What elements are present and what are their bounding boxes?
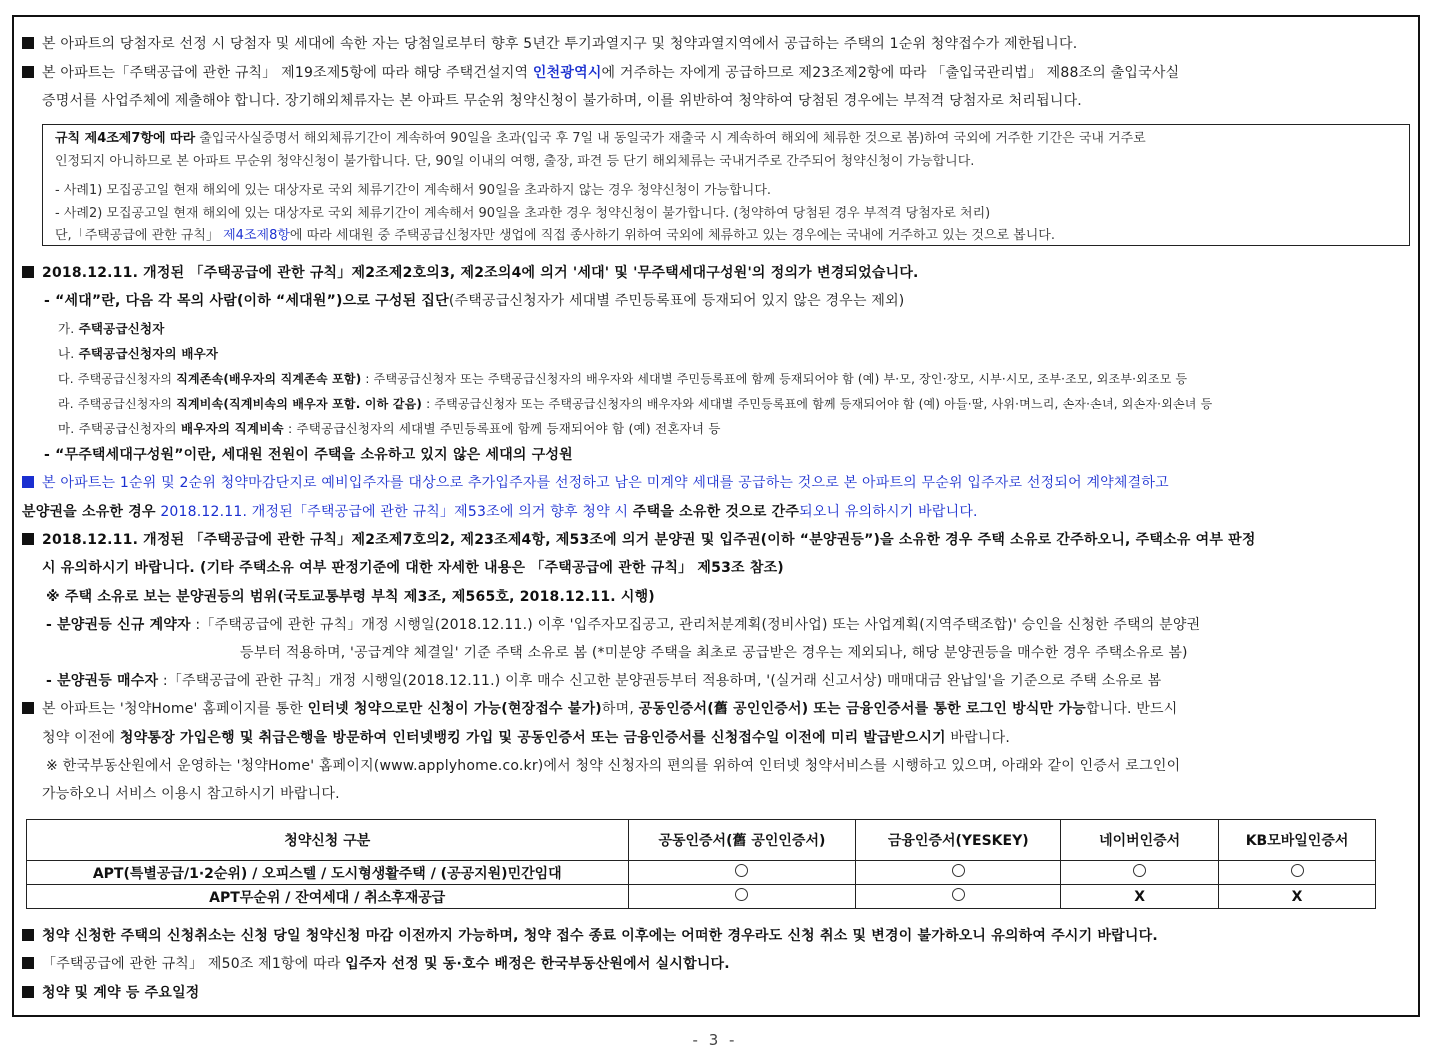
notice-residency-cont: 증명서를 사업주체에 제출해야 합니다. 장기해외체류자는 본 아파트 무순위 청약신청이 불가하며, 이를 위반하여 청약하여 당첨된 경우에는 부적격 당첨자로 처리됩니다. (42, 93, 1082, 109)
table-header: 금융인증서(YESKEY) (856, 820, 1061, 861)
notice-presale-rights: 2018.12.11. 개정된 「주택공급에 관한 규칙」제2조제7호의2, 제23조제4항, 제53조에 의거 분양권 및 입주권(이하 “분양권등”)을 소유한 경우 주택 소유로 간주하오니, 주택소유 여부 판정 (22, 531, 1416, 549)
notice-online-only: 본 아파트는 '청약Home' 홈페이지를 통한 인터넷 청약으로만 신청이 가능(현장접수 불가)하며, 공동인증서(舊 공인인증서) 또는 금융인증서를 통한 로그인 방식만 가능합니다. 반드시 (22, 700, 1416, 718)
bullet-square-icon (22, 957, 34, 969)
notice-online-only-cont: 청약 이전에 청약통장 가입은행 및 취급은행을 방문하여 인터넷뱅킹 가입 및 공동인증서 또는 금융인증서를 신청접수일 이전에 미리 발급받으시기 바랍니다. (42, 730, 1010, 746)
household-definition-title: 2018.12.11. 개정된 「주택공급에 관한 규칙」제2조제2호의3, 제2조의4에 의거 '세대' 및 '무주택세대구성원'의 정의가 변경되었습니다. (22, 264, 1416, 282)
new-contractor-rule-cont: 등부터 적용하며, '공급계약 체결일' 기준 주택 소유로 봄 (*미분양 주택을 최초로 공급받은 경우는 제외되나, 해당 분양권등을 매수한 경우 주택소유로 봄) (240, 645, 1188, 661)
bullet-square-icon (22, 266, 34, 278)
table-cell: X (1219, 885, 1376, 909)
schedule-heading: 청약 및 계약 등 주요일정 (22, 984, 1416, 1002)
table-cell: X (1061, 885, 1219, 909)
table-cell-label: APT무순위 / 잔여세대 / 취소후재공급 (27, 885, 629, 909)
definition-item-da: 다. 주택공급신청자의 직계존속(배우자의 직계존속 포함) : 주택공급신청자 또는 주택공급신청자의 배우자와 세대별 주민등록표에 함께 등재되어야 함 (예) 부·모, 장인·장모, 시부·시모, 조부·조모, 외조부·외조모 등 (58, 372, 1188, 386)
definition-item-ma: 마. 주택공급신청자의 배우자의 직계비속 : 주택공급신청자의 세대별 주민등록표에 함께 등재되어야 함 (예) 전혼자녀 등 (58, 421, 721, 436)
certificate-table (26, 819, 1376, 909)
notice-selection: 「주택공급에 관한 규칙」 제50조 제1항에 따라 입주자 선정 및 동·호수 배정은 한국부동산원에서 실시합니다. (22, 955, 1416, 973)
page-number: - 3 - (692, 1031, 738, 1049)
bullet-square-icon (22, 702, 34, 714)
bullet-square-icon (22, 929, 34, 941)
table-cell (1219, 861, 1376, 885)
table-cell (856, 885, 1061, 909)
table-cell-label: APT(특별공급/1·2순위) / 오피스텔 / 도시형생활주택 / (공공지원)민간임대 (27, 861, 629, 885)
table-header: 공동인증서(舊 공인인증서) (628, 820, 856, 861)
presale-scope-note: ※ 주택 소유로 보는 분양권등의 범위(국토교통부령 부칙 제3조, 제565호, 2018.12.11. 시행) (46, 589, 655, 605)
table-header-row (27, 820, 1376, 861)
applyhome-note-cont: 가능하오니 서비스 이용시 참고하시기 바랍니다. (42, 786, 340, 802)
region-name: 인천광역시 (532, 65, 602, 81)
circle-mark-icon (952, 888, 965, 901)
table-cell (856, 861, 1061, 885)
table-header: 네이버인증서 (1061, 820, 1219, 861)
bullet-square-icon (22, 476, 34, 488)
circle-mark-icon (735, 888, 748, 901)
table-header: KB모바일인증서 (1219, 820, 1376, 861)
table-cell (1061, 861, 1219, 885)
buyer-rule: - 분양권등 매수자 :「주택공급에 관한 규칙」개정 시행일(2018.12.11.) 이후 매수 신고한 분양권등부터 적용하며, '(실거래 신고서상) 매매대금 완납일'을 기준으로 주택 소유로 봄 (46, 673, 1162, 689)
notice-presale-rights-cont: 시 유의하시기 바랍니다. (기타 주택소유 여부 판정기준에 대한 자세한 내용은 「주택공급에 관한 규칙」 제53조 참조) (42, 560, 784, 576)
table-cell (628, 885, 856, 909)
applyhome-note: ※ 한국부동산원에서 운영하는 '청약Home' 홈페이지(www.applyhome.co.kr)에서 청약 신청자의 편의를 위하여 인터넷 청약서비스를 시행하고 있으며, 아래와 같이 인증서 로그인이 (46, 758, 1181, 774)
bullet-square-icon (22, 986, 34, 998)
household-definition: - “세대”란, 다음 각 목의 사람(이하 “세대원”)으로 구성된 집단(주택공급신청자가 세대별 주민등록표에 등재되어 있지 않은 경우는 제외) (44, 293, 905, 309)
notice-cancellation: 청약 신청한 주택의 신청취소는 신청 당일 청약신청 마감 이전까지 가능하며, 청약 접수 종료 이후에는 어떠한 경우라도 신청 취소 및 변경이 불가하오니 유의하여 주시기 바랍니다. (22, 927, 1416, 945)
circle-mark-icon (1291, 864, 1304, 877)
bullet-square-icon (22, 533, 34, 545)
bullet-square-icon (22, 66, 34, 78)
definition-item-ga: 가. 주택공급신청자 (58, 321, 165, 336)
circle-mark-icon (1133, 864, 1146, 877)
notice-presale-ownership: 본 아파트는 1순위 및 2순위 청약마감단지로 예비입주자를 대상으로 추가입주자를 선정하고 남은 미계약 세대를 공급하는 것으로 본 아파트의 무순위 입주자로 선정되어 계약체결하고 (22, 474, 1416, 492)
definition-item-na: 나. 주택공급신청자의 배우자 (58, 346, 219, 361)
table-row (27, 885, 1376, 909)
overseas-stay-box: 규칙 제4조제7항에 따라 출입국사실증명서 해외체류기간이 계속하여 90일을 초과(입국 후 7일 내 동일국가 재출국 시 계속하여 해외에 체류한 것으로 봄)하여 국외에 거주한 기간은 국내 거주로 인정되지 아니하므로 본 아파트 무순위 청약신청이 불가합니다. 단, 90일 이내의 여행, 출장, 파견 등 단기 해외체류는 국내거주로 간주되어 청약신청이 가능합니다. - 사례1) 모집공고일 현재 해외에 있는 대상자로 국외 체류기간이 계속해서 90일을 초과하지 않는 경우 청약신청이 가능합니다. - 사례2) 모집공고일 현재 해외에 있는 대상자로 국외 체류기간이 계속해서 90일을 초과한 경우 청약신청이 불가합니다. (청약하여 당첨된 경우 부적격 당첨자로 처리) 단,「주택공급에 관한 규칙」 제4조제8항에 따라 세대원 중 주택공급신청자만 생업에 직접 종사하기 위하여 국외에 체류하고 있는 경우에는 국내에 거주하고 있는 것으로 봅니다. (42, 124, 1410, 246)
circle-mark-icon (735, 864, 748, 877)
notice-restriction: 본 아파트의 당첨자로 선정 시 당첨자 및 세대에 속한 자는 당첨일로부터 향후 5년간 투기과열지구 및 청약과열지역에서 공급하는 주택의 1순위 청약접수가 제한됩니다. (22, 35, 1416, 53)
homeless-member-definition: - “무주택세대구성원”이란, 세대원 전원이 주택을 소유하고 있지 않은 세대의 구성원 (44, 447, 573, 463)
notice-presale-ownership-cont: 분양권을 소유한 경우 2018.12.11. 개정된「주택공급에 관한 규칙」제53조에 의거 향후 청약 시 주택을 소유한 것으로 간주되오니 유의하시기 바랍니다. (22, 504, 978, 520)
bullet-square-icon (22, 37, 34, 49)
new-contractor-rule: - 분양권등 신규 계약자 :「주택공급에 관한 규칙」개정 시행일(2018.12.11.) 이후 '입주자모집공고, 관리처분계획(정비사업) 또는 사업계획(지역주택조합)' 승인을 신청한 주택의 분양권 (46, 617, 1201, 633)
table-header: 청약신청 구분 (27, 820, 629, 861)
table-cell (628, 861, 856, 885)
circle-mark-icon (952, 864, 965, 877)
table-row (27, 861, 1376, 885)
notice-residency: 본 아파트는「주택공급에 관한 규칙」 제19조제5항에 따라 해당 주택건설지역 인천광역시에 거주하는 자에게 공급하므로 제23조제2항에 따라 「출입국관리법」 제88조의 출입국사실 (22, 64, 1416, 82)
definition-item-ra: 라. 주택공급신청자의 직계비속(직계비속의 배우자 포함. 이하 같음) : 주택공급신청자 또는 주택공급신청자의 배우자와 세대별 주민등록표에 함께 등재되어야 함 (예) 아들·딸, 사위·며느리, 손자·손녀, 외손자·외손녀 등 (58, 397, 1213, 411)
